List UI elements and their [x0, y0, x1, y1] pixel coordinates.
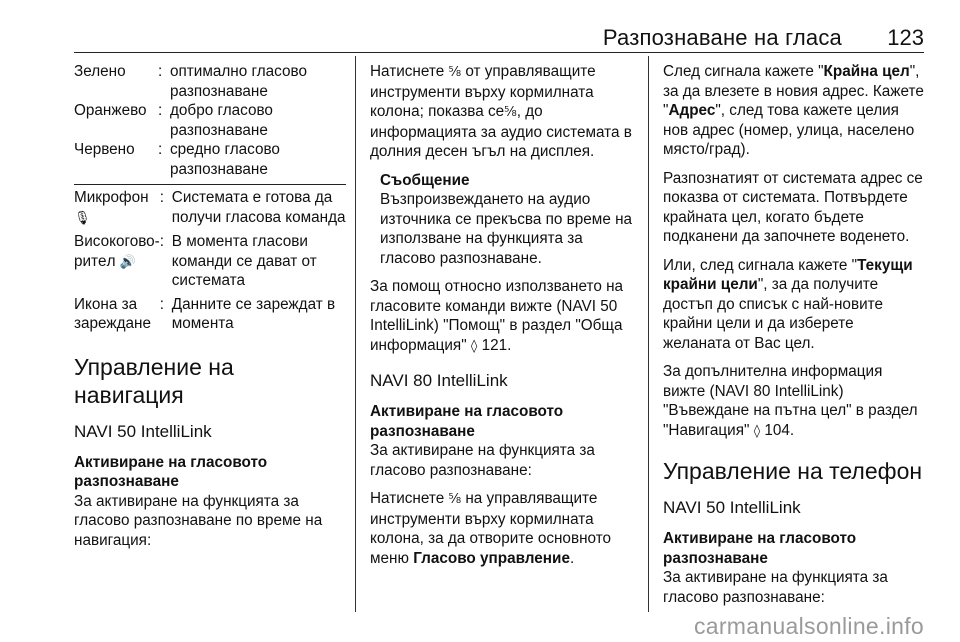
- row-sep: :: [159, 233, 165, 250]
- paragraph: Натиснете ⅝ на управляващите инструменти върху кормилната колона, за да отворите основното меню Гласово управление.: [370, 490, 612, 567]
- row-value: средно гласово разпознаване: [170, 141, 280, 178]
- row-value: оптимално гласово разпознаване: [170, 63, 307, 100]
- row-value: Системата е готова да получи гласова команда: [171, 189, 346, 226]
- page-ref-icon: ◊: [470, 338, 478, 354]
- column-2: [370, 62, 636, 577]
- voice-button-icon: ⅝: [448, 65, 462, 80]
- row-value: Данните се зареждат в момента: [171, 295, 336, 332]
- row-sep: :: [158, 63, 163, 80]
- row-sep: :: [158, 102, 163, 119]
- column-3: [663, 62, 925, 616]
- row-sep: :: [158, 141, 163, 158]
- paragraph: Натиснете ⅝ от управляващите инструменти върху кормилната колона; показва се⅝, до информацията за аудио системата в долния десен ъгъл на дисплея.: [370, 63, 632, 160]
- subsection-heading: NAVI 50 IntelliLink: [74, 421, 212, 441]
- section-heading: Управление на телефон: [663, 458, 923, 484]
- column-divider: [355, 56, 356, 612]
- subsection-heading: NAVI 50 IntelliLink: [663, 498, 801, 517]
- status-color-table: [74, 62, 346, 179]
- row-sep: :: [159, 295, 165, 313]
- topic-heading: Активиране на гласовото разпознаване: [663, 530, 857, 567]
- microphone-icon: 🎙: [74, 210, 91, 226]
- note-text: Възпроизвеждането на аудио източника се прекъсва по време на използване на функцията за гласово разпознаване.: [380, 191, 633, 267]
- row-sep: :: [159, 189, 165, 206]
- table-row: [74, 140, 346, 179]
- column-divider: [648, 56, 649, 612]
- row-key: Микрофон 🎙: [74, 189, 149, 226]
- table-row: [74, 62, 346, 101]
- topic-heading: Активиране на гласовото разпознаване: [74, 453, 268, 490]
- row-key: Икона за зареждане: [74, 295, 151, 332]
- row-key: Високогово-ритeл 🔊: [74, 233, 160, 270]
- speaker-icon: 🔊: [119, 254, 136, 270]
- table-divider: [74, 184, 346, 185]
- row-key: Зелено: [74, 63, 126, 80]
- row-value: добро гласово разпознаване: [170, 102, 273, 139]
- note-title: Съобщение: [380, 171, 470, 189]
- paragraph: След сигнала кажете "Крайна цел", за да влезете в новия адрес. Кажете "Адрес", след това кажете целия нов адрес (номер, улица, населено място/град).: [663, 63, 924, 158]
- column-1: [74, 62, 346, 559]
- table-row: [74, 228, 346, 291]
- paragraph: За активиране на функцията за гласово разпознаване:: [663, 569, 888, 606]
- page-ref-icon: ◊: [753, 423, 761, 439]
- row-value: В момента гласови команди се дават от системата: [171, 233, 317, 289]
- watermark: carmanualsonline.info: [693, 613, 924, 639]
- subsection-heading: NAVI 80 IntelliLink: [370, 371, 508, 390]
- table-row: [74, 291, 346, 334]
- paragraph: За допълнителна информация вижте (NAVI 80 IntelliLink) "Въвеждане на пътна цел" в раздел "Навигация" ◊ 104.: [663, 363, 918, 439]
- row-key: Червено: [74, 141, 135, 158]
- paragraph: За активиране на функцията за гласово разпознаване:: [370, 442, 595, 479]
- voice-button-icon: ⅝: [448, 492, 462, 507]
- table-row: [74, 188, 346, 228]
- table-row: [74, 101, 346, 140]
- page-title: Разпознаване на гласа: [602, 25, 842, 50]
- row-key: Оранжево: [74, 102, 147, 119]
- header-rule: [74, 52, 924, 53]
- paragraph: Или, след сигнала кажете "Текущи крайни цели", за да получите достъп до списък с най-новите крайни цели и да изберете желаната от Вас цел.: [663, 256, 913, 352]
- note-box: [370, 171, 636, 269]
- voice-button-icon: ⅝: [504, 105, 517, 120]
- paragraph: Разпознатият от системата адрес се показва от системата. Потвърдете крайната цел, когато бъдете подканени да започнете воденето.: [663, 169, 923, 245]
- topic-heading: Активиране на гласовото разпознаване: [370, 403, 564, 440]
- page-header: [0, 0, 960, 56]
- paragraph: За активиране на функцията за гласово разпознаване по време на навигация:: [74, 492, 323, 549]
- section-heading: Управление на навигация: [74, 353, 234, 408]
- page-number: 123: [887, 25, 924, 50]
- icon-table: [74, 188, 346, 334]
- paragraph: За помощ относно използването на гласовите команди вижте (NAVI 50 IntelliLink) "Помощ" в раздел "Обща информация" ◊ 121.: [370, 278, 624, 354]
